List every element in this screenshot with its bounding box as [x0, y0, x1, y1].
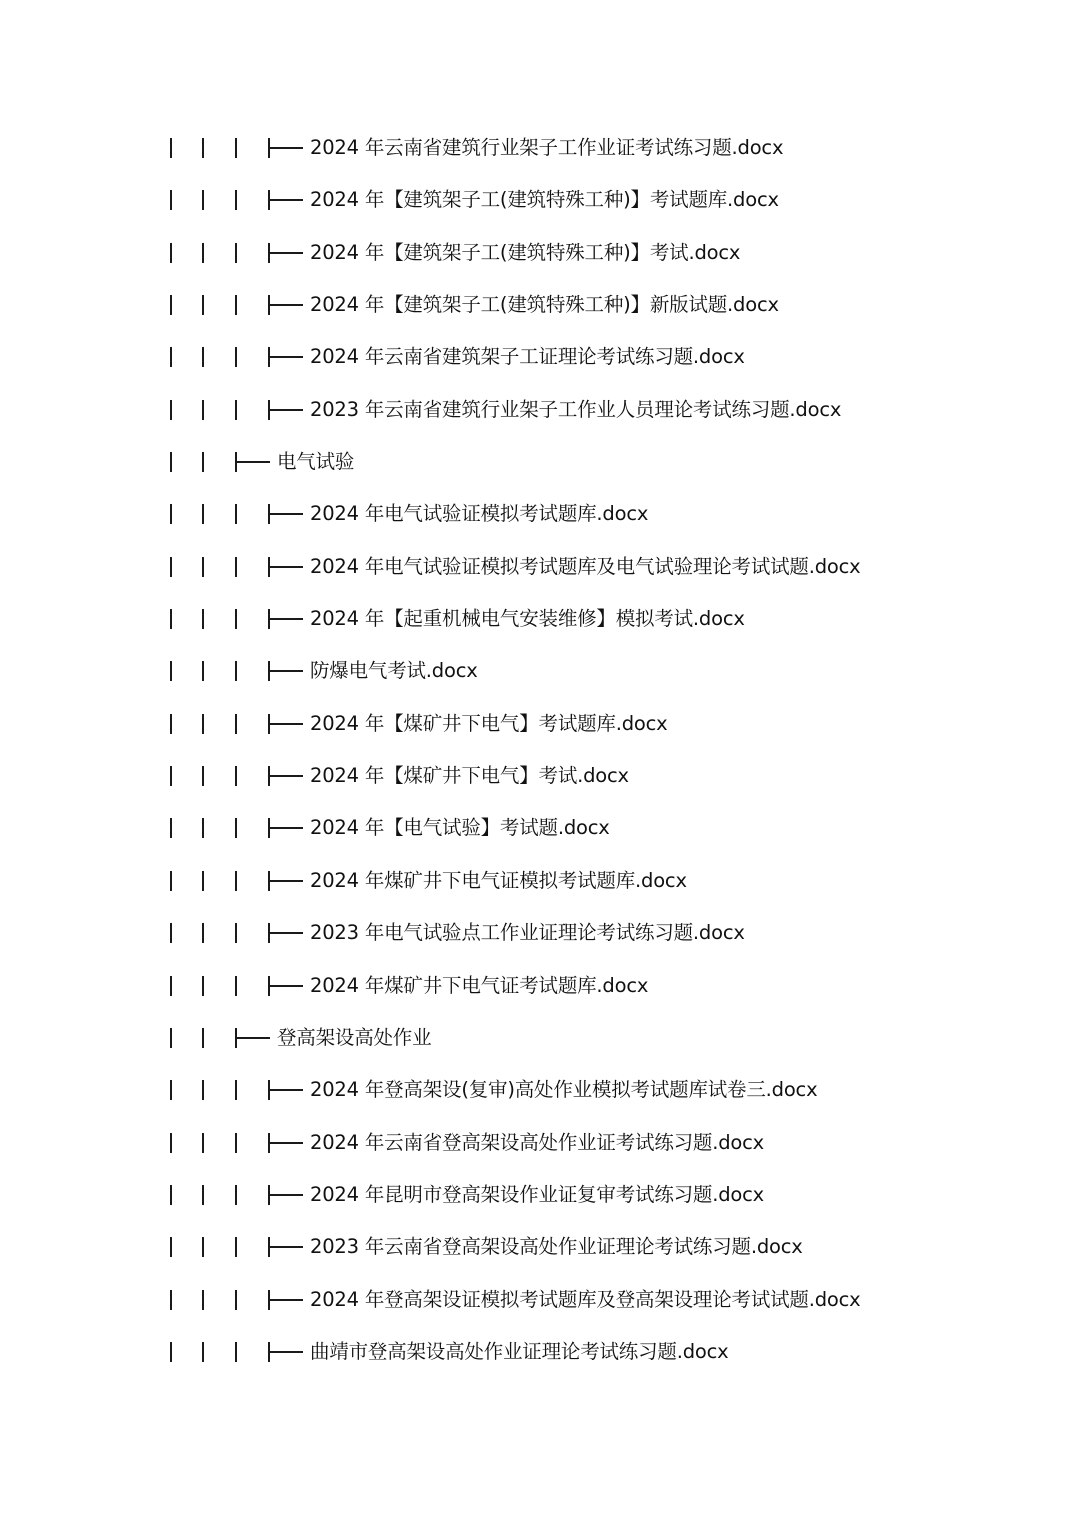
tree-row [0, 751, 1080, 803]
tree-guide-line [170, 190, 172, 210]
tree-guide-line [202, 609, 204, 629]
tree-row [0, 1065, 1080, 1117]
tree-guide-line [235, 347, 237, 367]
file-name[interactable]: 2023 年云南省建筑行业架子工作业人员理论考试练习题.docx [310, 397, 842, 421]
file-name[interactable]: 2024 年电气试验证模拟考试题库.docx [310, 502, 649, 526]
tree-guide-line [202, 295, 204, 315]
tree-guide-line [235, 1342, 237, 1362]
tree-guide-line [170, 1237, 172, 1257]
tree-guide-line [202, 1028, 204, 1048]
tree-guide-line [170, 138, 172, 158]
tree-guide-line [202, 1290, 204, 1310]
tree-guide-line [202, 976, 204, 996]
tree-guide-line [170, 661, 172, 681]
tree-guide-line [235, 557, 237, 577]
tree-guide-line [170, 1290, 172, 1310]
tree-guide-line [202, 347, 204, 367]
tree-guide-line [170, 1080, 172, 1100]
file-name[interactable]: 2024 年【电气试验】考试题.docx [310, 816, 610, 840]
tree-row [0, 542, 1080, 594]
tree-guide-line [235, 190, 237, 210]
file-name[interactable]: 2024 年云南省建筑行业架子工作业证考试练习题.docx [310, 136, 784, 159]
file-name[interactable]: 2024 年昆明市登高架设作业证复审考试练习题.docx [310, 1182, 764, 1206]
tree-guide-line [170, 1133, 172, 1153]
tree-guide-line [202, 504, 204, 524]
tree-guide-line [202, 1185, 204, 1205]
tree-guide-line [170, 1185, 172, 1205]
file-name[interactable]: 2023 年电气试验点工作业证理论考试练习题.docx [310, 921, 745, 945]
file-name[interactable]: 2023 年云南省登高架设高处作业证理论考试练习题.docx [310, 1235, 803, 1259]
tree-row [0, 489, 1080, 541]
tree-guide-line [170, 818, 172, 838]
tree-row [0, 594, 1080, 646]
tree-guide-line [202, 138, 204, 158]
tree-guide-line [202, 190, 204, 210]
tree-row [0, 1013, 1080, 1065]
tree-guide-line [170, 400, 172, 420]
tree-row [0, 803, 1080, 855]
file-name[interactable]: 曲靖市登高架设高处作业证理论考试练习题.docx [310, 1339, 729, 1363]
tree-guide-line [235, 504, 237, 524]
tree-guide-line [235, 714, 237, 734]
tree-guide-line [235, 1080, 237, 1100]
file-name[interactable]: 防爆电气考试.docx [310, 659, 478, 683]
tree-row [0, 908, 1080, 960]
tree-guide-line [170, 871, 172, 891]
tree-row [0, 1170, 1080, 1222]
file-name[interactable]: 2024 年【起重机械电气安装维修】模拟考试.docx [310, 607, 745, 631]
tree-guide-line [202, 1342, 204, 1362]
tree-guide-line [235, 609, 237, 629]
tree-guide-line [235, 871, 237, 891]
tree-row [0, 123, 1080, 175]
file-tree [0, 123, 1080, 1379]
tree-guide-line [202, 557, 204, 577]
file-name[interactable]: 2024 年煤矿井下电气证考试题库.docx [310, 973, 649, 997]
tree-row [0, 385, 1080, 437]
tree-guide-line [170, 923, 172, 943]
file-name[interactable]: 2024 年电气试验证模拟考试题库及电气试验理论考试试题.docx [310, 554, 861, 578]
tree-guide-line [235, 295, 237, 315]
tree-row [0, 961, 1080, 1013]
file-name[interactable]: 2024 年云南省建筑架子工证理论考试练习题.docx [310, 345, 745, 369]
tree-guide-line [235, 923, 237, 943]
folder-name[interactable]: 电气试验 [277, 450, 355, 474]
tree-row [0, 1222, 1080, 1274]
file-name[interactable]: 2024 年【建筑架子工(建筑特殊工种)】新版试题.docx [310, 293, 779, 317]
tree-guide-line [202, 400, 204, 420]
tree-guide-line [170, 347, 172, 367]
tree-guide-line [170, 1342, 172, 1362]
tree-row [0, 437, 1080, 489]
tree-row [0, 1275, 1080, 1327]
tree-guide-line [170, 295, 172, 315]
file-name[interactable]: 2024 年【建筑架子工(建筑特殊工种)】考试题库.docx [310, 188, 779, 212]
tree-row [0, 1118, 1080, 1170]
tree-row [0, 856, 1080, 908]
tree-guide-line [170, 766, 172, 786]
tree-row [0, 1327, 1080, 1379]
tree-guide-line [170, 504, 172, 524]
tree-guide-line [235, 243, 237, 263]
file-name[interactable]: 2024 年【煤矿井下电气】考试.docx [310, 764, 629, 788]
tree-row [0, 646, 1080, 698]
tree-row [0, 175, 1080, 227]
file-name[interactable]: 2024 年【建筑架子工(建筑特殊工种)】考试.docx [310, 240, 741, 264]
tree-guide-line [202, 661, 204, 681]
tree-guide-line [202, 243, 204, 263]
tree-guide-line [235, 138, 237, 158]
tree-row [0, 332, 1080, 384]
file-name[interactable]: 2024 年【煤矿井下电气】考试题库.docx [310, 711, 668, 735]
tree-guide-line [170, 609, 172, 629]
tree-guide-line [235, 661, 237, 681]
tree-guide-line [170, 1028, 172, 1048]
file-name[interactable]: 2024 年登高架设(复审)高处作业模拟考试题库试卷三.docx [310, 1078, 818, 1102]
tree-guide-line [202, 818, 204, 838]
tree-guide-line [235, 766, 237, 786]
tree-guide-line [235, 400, 237, 420]
tree-guide-line [170, 714, 172, 734]
tree-guide-line [235, 818, 237, 838]
file-name[interactable]: 2024 年煤矿井下电气证模拟考试题库.docx [310, 868, 687, 892]
tree-guide-line [235, 1133, 237, 1153]
tree-guide-line [170, 976, 172, 996]
tree-guide-line [202, 1133, 204, 1153]
folder-name[interactable]: 登高架设高处作业 [277, 1025, 432, 1049]
tree-guide-line [202, 1080, 204, 1100]
tree-guide-line [202, 871, 204, 891]
tree-guide-line [202, 714, 204, 734]
tree-row [0, 699, 1080, 751]
tree-row [0, 280, 1080, 332]
file-name[interactable]: 2024 年云南省登高架设高处作业证考试练习题.docx [310, 1130, 764, 1154]
tree-guide-line [202, 766, 204, 786]
tree-guide-line [170, 452, 172, 472]
tree-guide-line [170, 243, 172, 263]
tree-guide-line [202, 452, 204, 472]
tree-guide-line [235, 1290, 237, 1310]
tree-guide-line [235, 1237, 237, 1257]
tree-guide-line [170, 557, 172, 577]
tree-guide-line [235, 976, 237, 996]
tree-guide-line [202, 923, 204, 943]
tree-guide-line [202, 1237, 204, 1257]
tree-guide-line [235, 1185, 237, 1205]
tree-row [0, 228, 1080, 280]
file-name[interactable]: 2024 年登高架设证模拟考试题库及登高架设理论考试试题.docx [310, 1287, 861, 1311]
